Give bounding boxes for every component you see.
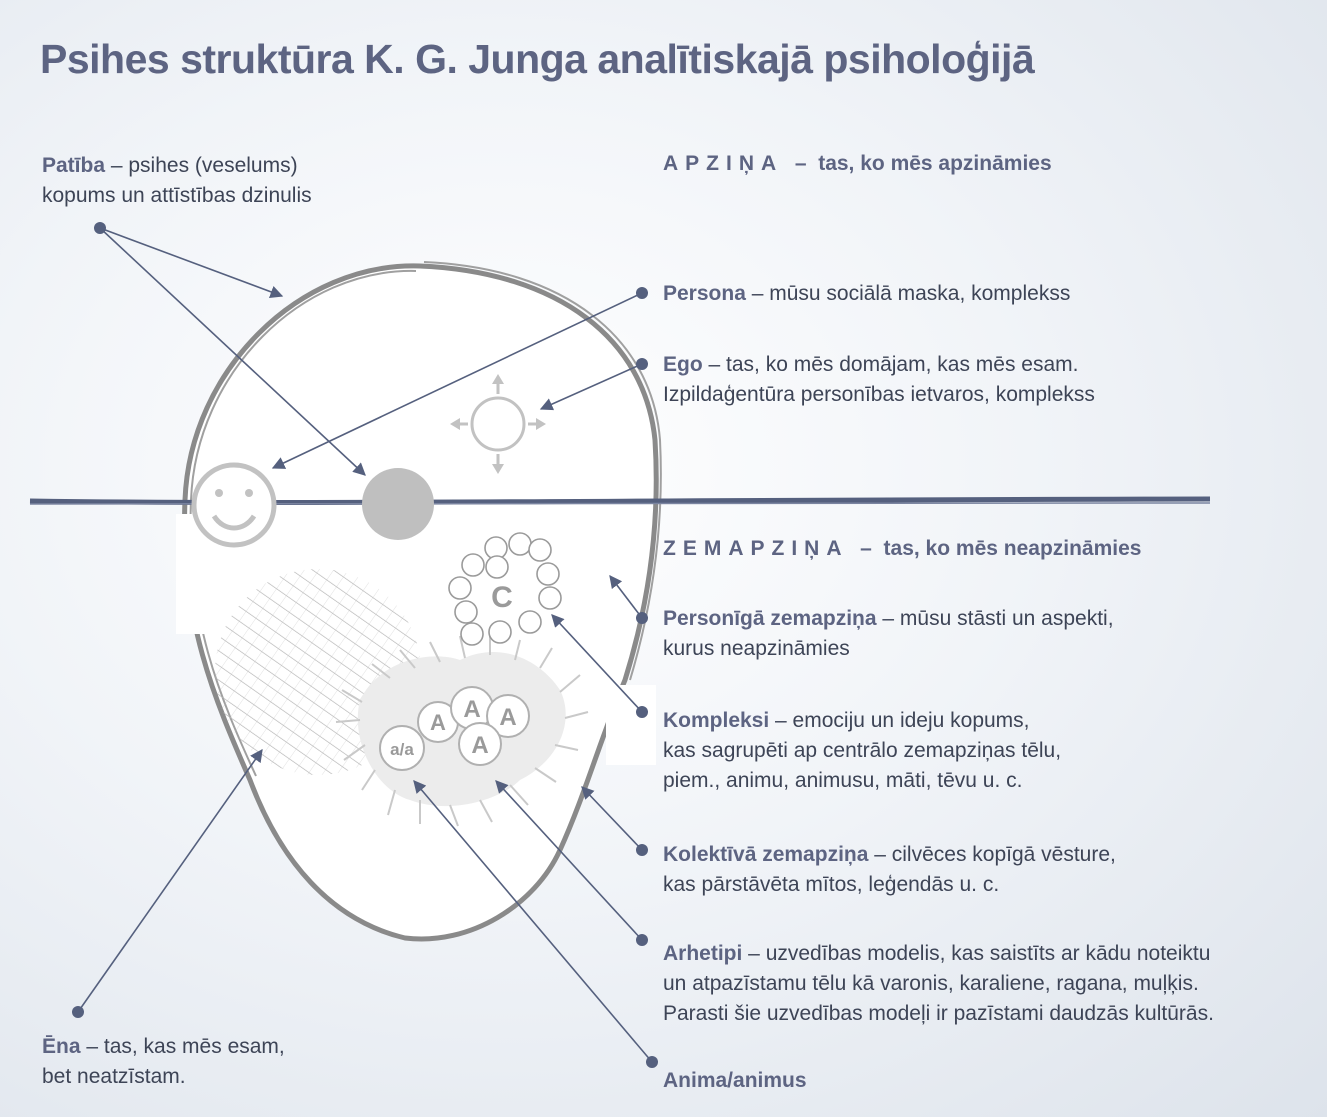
shadow-line1: – tas, kas mēs esam, — [80, 1035, 285, 1058]
archetype-letter-4: A — [471, 732, 489, 759]
patiba-line1: – psihes (veselums) — [105, 154, 298, 177]
self-disc — [362, 468, 434, 540]
patiba-term: Patība — [42, 154, 106, 177]
anima-letter: a/a — [390, 740, 414, 759]
complexes-line3: piem., animu, animusu, māti, tēvu u. c. — [663, 769, 1023, 792]
personal-unconscious-line1: – mūsu stāsti un aspekti, — [876, 607, 1114, 630]
conscious-desc: tas, ko mēs apzināmies — [818, 152, 1052, 175]
complexes-term: Kompleksi — [663, 709, 770, 732]
ego-label — [663, 350, 1095, 410]
collective-unconscious-line1: – cilvēces kopīgā vēsture, — [868, 843, 1116, 866]
archetypes-label — [663, 939, 1214, 1029]
complexes-line2: kas sagrupēti ap centrālo zemapziņas tēlu, — [663, 739, 1062, 762]
unconscious-label: ZEMAPZIŅA — [663, 537, 849, 560]
anima-term: Anima/animus — [663, 1069, 807, 1092]
anima-label — [663, 1066, 807, 1096]
ego-line2: Izpildaģentūra personības ietvaros, komplekss — [663, 383, 1095, 406]
collective-unconscious-label — [663, 840, 1116, 900]
ego-line1: – tas, ko mēs domājam, kas mēs esam. — [702, 353, 1079, 376]
archetype-letter-1: A — [430, 710, 446, 735]
shadow-label — [42, 1032, 285, 1092]
shadow-line2: bet neatzīstam. — [42, 1065, 186, 1088]
page-title: Psihes struktūra K. G. Junga analītiskajā psiholoģijā — [40, 36, 1035, 82]
persona-term: Persona — [663, 282, 746, 305]
personal-unconscious-line2: kurus neapzināmies — [663, 637, 850, 660]
ego-term: Ego — [663, 353, 703, 376]
archetype-letter-2: A — [463, 696, 481, 723]
shadow-term: Ēna — [42, 1035, 81, 1058]
complexes-line1: – emociju un ideju kopums, — [769, 709, 1030, 732]
archetypes-line3: Parasti šie uzvedības modeļi ir pazīstami daudzās kultūrās. — [663, 1002, 1214, 1025]
patiba-label — [42, 151, 312, 211]
personal-unconscious-term: Personīgā zemapziņa — [663, 607, 877, 630]
patiba-line2: kopums un attīstības dzinulis — [42, 184, 312, 207]
unconscious-heading — [663, 537, 1141, 561]
complexes-label — [663, 706, 1061, 796]
complex-letter: C — [491, 581, 513, 614]
archetypes-line2: un atpazīstamu tēlu kā varonis, karaliene, ragana, muļķis. — [663, 972, 1199, 995]
persona-desc: – mūsu sociālā maska, komplekss — [745, 282, 1071, 305]
conscious-dash: – — [794, 152, 807, 175]
conscious-label: APZIŅA — [663, 152, 784, 175]
archetype-letter-3: A — [499, 704, 517, 731]
personal-unconscious-label — [663, 604, 1114, 664]
persona-label — [663, 279, 1070, 309]
collective-unconscious-term: Kolektīvā zemapziņa — [663, 843, 869, 866]
archetypes-line1: – uzvedības modelis, kas saistīts ar kādu noteiktu — [742, 942, 1211, 965]
unconscious-desc: tas, ko mēs neapzināmies — [883, 537, 1142, 560]
persona-smiley-icon — [194, 465, 274, 545]
conscious-heading — [663, 152, 1052, 176]
archetypes-term: Arhetipi — [663, 942, 743, 965]
unconscious-dash: – — [860, 537, 872, 560]
collective-unconscious-line2: kas pārstāvēta mītos, leģendās u. c. — [663, 873, 1000, 896]
